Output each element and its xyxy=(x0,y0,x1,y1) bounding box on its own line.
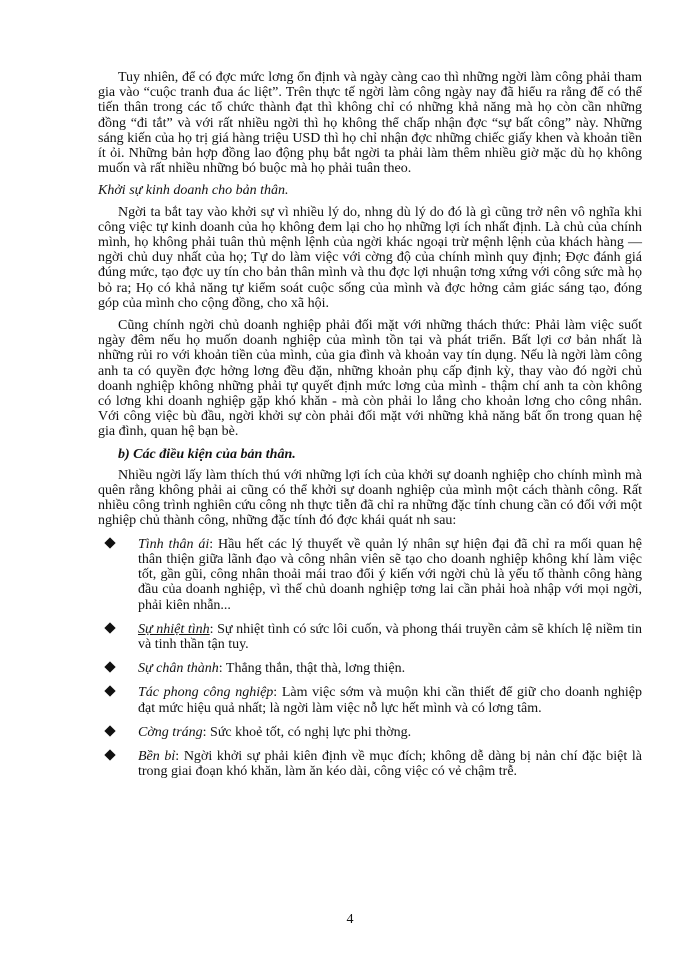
trait-text: : Hầu hết các lý thuyết về quản lý nhân sự hiện đại đã chỉ ra mối quan hệ thân thiện giữa lãnh đạo và công nhân viên sẽ tạo cho doanh nghiệp không khí làm việc tốt, gần gũi, công nhân thoải mái trao đổi ý kiến với ngời chủ là yếu tố thành công hàng đầu của doanh nghiệp, vì thế chủ doanh nghiệp tơng lai cần phải hoà nhập với mọi ngời, phải kiên nhẫn... xyxy=(138,536,642,613)
document-page xyxy=(98,70,642,788)
diamond-bullet-icon xyxy=(104,622,115,633)
trait-text: : Thẳng thắn, thật thà, lơng thiện. xyxy=(218,661,406,677)
trait-text: : Sự nhiệt tình có sức lôi cuốn, và phong thái truyền cảm sẽ khích lệ niềm tin và tinh thần tận tuy. xyxy=(138,621,642,652)
khoi-su-paragraph-1: Ngời ta bắt tay vào khởi sự vì nhiều lý do, nhng dù lý do đó là gì cũng trở nên vô nghĩa khi công việc tự kinh doanh của họ không đem lại cho họ những lợi ích nhất định. Là chủ của chính mình, họ không phải tuân thủ mệnh lệnh của ngời khác ngoại trừ mệnh lệnh của khách hàng — ngời chủ duy nhất của họ; Tự do làm việc với cờng độ của chính mình quy định; Đợc đánh giá đúng mức, tạo đợc uy tín cho bản thân mình và thu đợc lợi nhuận tơng xứng với công sức mà họ bỏ ra; Họ có khả năng tự kiểm soát cuộc sống của mình và đợc hởng cảm giác sáng tạo, đóng góp của mình cho cộng đồng, cho xã hội. xyxy=(98,204,642,311)
trait-term: Bền bỉ xyxy=(138,748,176,764)
trait-term: Sự nhiệt tình xyxy=(138,621,210,637)
diamond-bullet-icon xyxy=(104,725,115,736)
section-heading-dieu-kien: b) Các điều kiện của bản thân. xyxy=(118,446,296,462)
page-number: 4 xyxy=(346,912,354,927)
khoi-su-paragraph-2: Cũng chính ngời chủ doanh nghiệp phải đối mặt với những thách thức: Phải làm việc suốt ngày đêm nếu họ muốn doanh nghiệp của mình tồn tại và phát triển. Bất lợi cơ bản nhất là những rủi ro với khoản tiền của mình, của gia đình và khoản vay tín dụng. Nếu là ngời làm công anh ta có quyền đợc hởng lơng đều đặn, những khoản phụ cấp định kỳ, thay vào đó ngời chủ doanh nghiệp không những phải tự quyết định mức lơng của mình - thậm chí anh ta còn không có lơng khi doanh nghiệp gặp khó khăn - mà còn phải lo lắng cho khoản lơng cho công nhân. Với công việc bù đầu, ngời khởi sự còn phải đối mặt với những khả năng bất ổn trong quan hệ gia đình, quan hệ bạn bè. xyxy=(98,318,642,440)
traits-list xyxy=(98,537,642,780)
list-item xyxy=(98,725,642,740)
list-item xyxy=(98,661,642,676)
trait-text: : Sức khoẻ tốt, có nghị lực phi thờng. xyxy=(202,724,412,740)
trait-text: : Làm việc sớm và muộn khi cần thiết để giữ cho doanh nghiệp đạt mức hiệu quả nhất; là ngời làm việc nỗ lực hết mình và có lơng tâm. xyxy=(138,685,642,716)
diamond-bullet-icon xyxy=(104,686,115,697)
list-item xyxy=(98,749,642,779)
trait-term: Cờng tráng xyxy=(138,724,203,740)
list-item xyxy=(98,537,642,613)
diamond-bullet-icon xyxy=(104,661,115,672)
trait-text: : Ngời khởi sự phải kiên định về mục đích; không dễ dàng bị nản chí đặc biệt là trong giai đoạn khó khăn, làm ăn kéo dài, công việc có vẻ chậm trễ. xyxy=(138,748,642,780)
section-heading-khoi-su: Khởi sự kinh doanh cho bản thân. xyxy=(98,183,289,199)
diamond-bullet-icon xyxy=(104,537,115,548)
diamond-bullet-icon xyxy=(104,749,115,760)
dieu-kien-paragraph: Nhiều ngời lấy làm thích thú với những lợi ích của khởi sự doanh nghiệp cho chính mình mà quên rằng không phải ai cũng có thể khởi sự doanh nghiệp của mình một cách thành công. Rất nhiều công trình nghiên cứu công nh thực tiễn đã chỉ ra những đặc tính chung cần có đối với một nghiệp chủ thành công, những đặc tính đó đợc khái quát nh sau: xyxy=(98,467,642,529)
list-item xyxy=(98,622,642,652)
trait-term: Tình thân ái xyxy=(138,536,210,552)
intro-paragraph: Tuy nhiên, để có đợc mức lơng ổn định và ngày càng cao thì những ngời làm công phải tham gia vào “cuộc tranh đua ác liệt”. Trên thực tế ngời làm công ngày nay đã hiểu ra rằng để có thể tiến thân trong các tổ chức thành đạt thì không chỉ có những khả năng mà họ còn cần những đồng “đi tắt” và với rất nhiều ngời thì họ không thể chấp nhận đợc “sự bất công” này. Những sáng kiến của họ trị giá hàng triệu USD thì họ chỉ nhận đợc những chiếc giấy khen và khoản tiền ít ỏi. Những bản hợp đồng lao động phụ bắt ngời ta phải làm thêm nhiều giờ mặc dù họ không muốn và rất nhiều những bó buộc mà họ phải tuân theo. xyxy=(98,70,642,177)
trait-term: Sự chân thành xyxy=(138,661,219,677)
list-item xyxy=(98,685,642,715)
trait-term: Tác phong công nghiệp xyxy=(138,685,274,701)
